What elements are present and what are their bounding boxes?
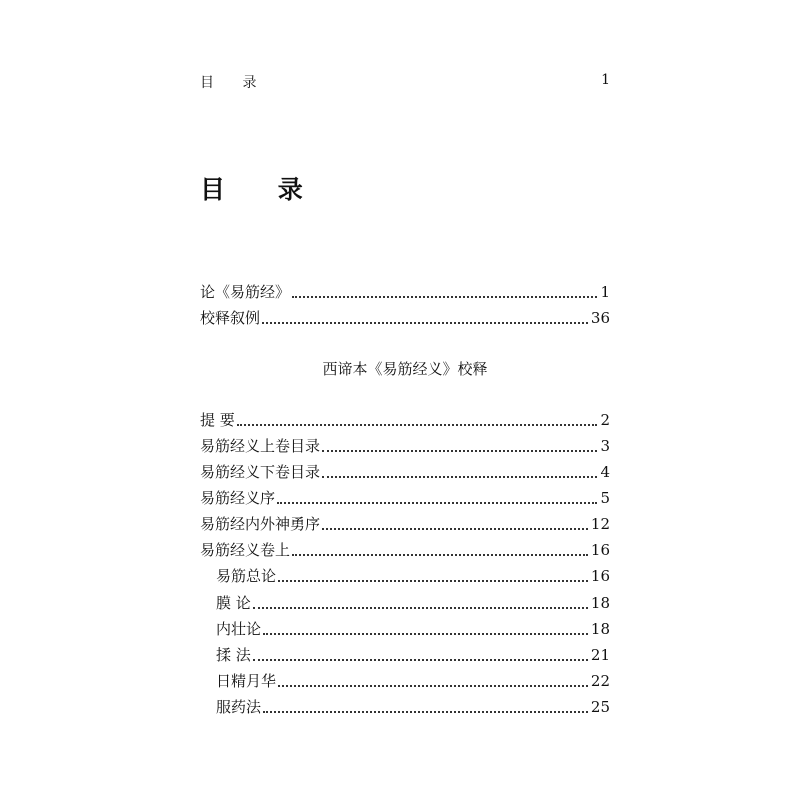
toc-entry	[200, 539, 610, 561]
toc-entry	[200, 435, 610, 457]
toc-entry-page: 16	[590, 541, 610, 559]
toc-entry-label: 易筋经义上卷目录	[200, 437, 321, 455]
toc-subentry	[216, 696, 610, 718]
toc-subentry	[216, 592, 610, 614]
dot-leader	[253, 607, 588, 609]
toc-entry-label: 论《易筋经》	[200, 283, 291, 301]
page-number: 1	[601, 72, 610, 88]
toc-entry-label: 内壮论	[216, 620, 262, 638]
toc-entry-page: 16	[590, 567, 610, 585]
toc-subentry	[216, 618, 610, 640]
dot-leader	[292, 554, 588, 556]
running-head: 目 录	[200, 75, 269, 91]
toc-entry-label: 易筋总论	[216, 567, 277, 585]
toc-entry	[200, 461, 610, 483]
toc-entry-label: 易筋经内外神勇序	[200, 515, 321, 533]
toc-entry-page: 5	[600, 489, 610, 507]
toc-entry-page: 3	[600, 437, 610, 455]
dot-leader	[278, 580, 588, 582]
toc-entry-page: 12	[590, 515, 610, 533]
dot-leader	[253, 659, 588, 661]
dot-leader	[262, 322, 588, 324]
toc-entry-label: 易筋经义下卷目录	[200, 463, 321, 481]
toc-entry-label: 揉 法	[216, 646, 251, 664]
toc-entry-page: 18	[590, 594, 610, 612]
toc-entry-page: 36	[590, 309, 610, 327]
toc-entry-label: 服药法	[216, 698, 262, 716]
toc-entry	[200, 487, 610, 509]
toc-entry	[200, 307, 610, 329]
toc-entry-page: 25	[590, 698, 610, 716]
toc-entry-page: 2	[600, 411, 610, 429]
dot-leader	[263, 633, 588, 635]
dot-leader	[263, 711, 588, 713]
toc-entry-page: 21	[590, 646, 610, 664]
toc-entry-page: 1	[600, 283, 610, 301]
toc-entry-page: 22	[590, 672, 610, 690]
dot-leader	[322, 450, 597, 452]
dot-leader	[278, 685, 588, 687]
toc-subentry	[216, 644, 610, 666]
dot-leader	[237, 424, 598, 426]
toc-subentry	[216, 670, 610, 692]
toc-entry-page: 4	[600, 463, 610, 481]
dot-leader	[322, 476, 597, 478]
dot-leader	[322, 528, 588, 530]
toc-entry-page: 18	[590, 620, 610, 638]
toc-entry	[200, 513, 610, 535]
toc-entry-label: 易筋经义卷上	[200, 541, 291, 559]
toc-entry-label: 易筋经义序	[200, 489, 276, 507]
toc-subentry	[216, 565, 610, 587]
toc-entry-label: 膜 论	[216, 594, 251, 612]
section-heading: 西谛本《易筋经义》校释	[322, 360, 488, 378]
toc-entry-label: 校释叙例	[200, 309, 261, 327]
page-title: 目 录	[200, 175, 325, 204]
toc-entry-label: 日精月华	[216, 672, 277, 690]
dot-leader	[292, 296, 597, 298]
dot-leader	[277, 502, 597, 504]
toc-entry	[200, 409, 610, 431]
toc-entry-label: 提 要	[200, 411, 235, 429]
toc-entry	[200, 281, 610, 303]
